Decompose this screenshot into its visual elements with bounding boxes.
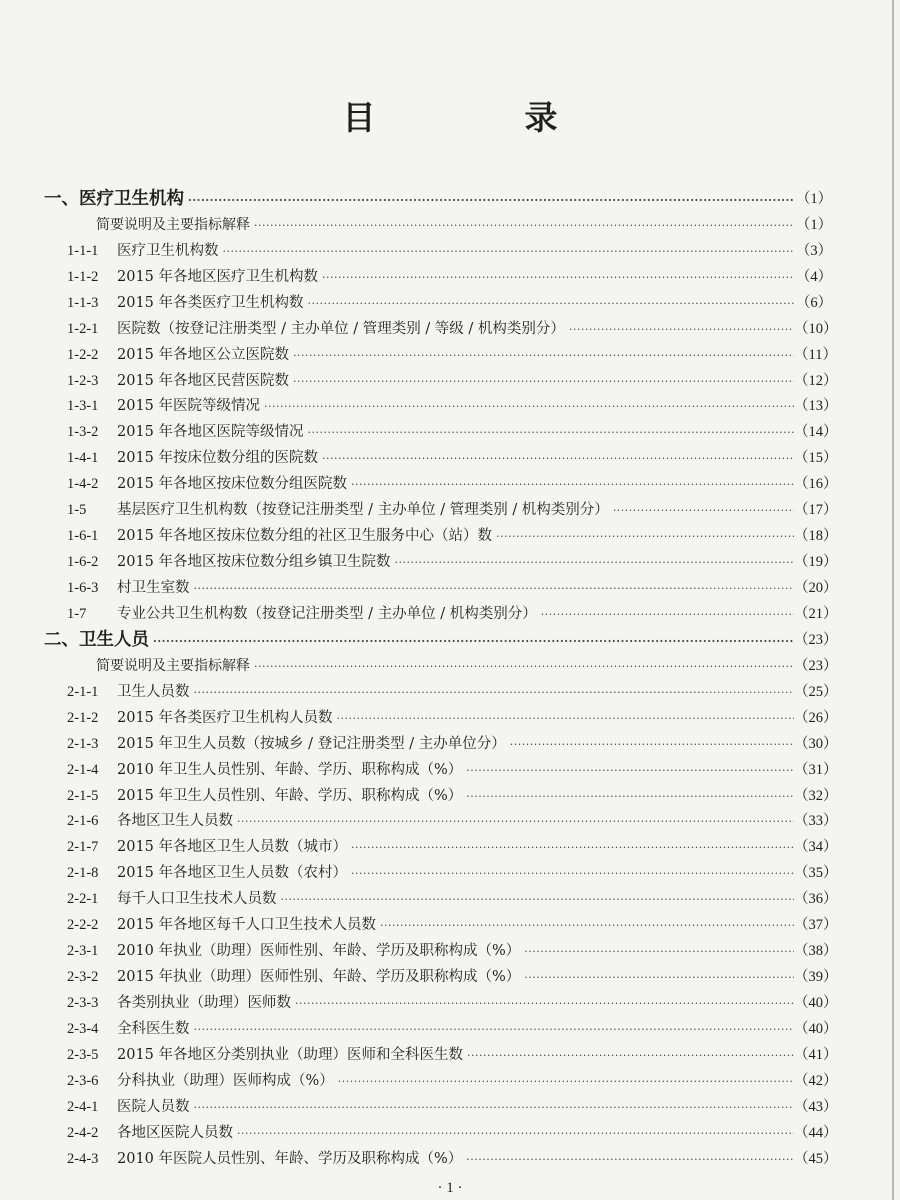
dot-leader xyxy=(466,760,794,780)
dot-leader xyxy=(264,396,794,416)
toc-entry-title: 各地区卫生人员数 xyxy=(117,813,233,830)
dot-leader xyxy=(322,267,794,287)
toc-entry-code: 1-2-1 xyxy=(67,320,99,337)
toc-entry xyxy=(0,809,900,835)
dot-leader xyxy=(295,993,794,1013)
dot-leader xyxy=(337,708,794,728)
toc-entry xyxy=(0,886,900,912)
toc-entry-page: （40） xyxy=(794,1020,838,1037)
toc-chapter-heading xyxy=(0,186,900,212)
toc-entry-title: 2015 年各类医疗卫生机构数 xyxy=(117,294,304,311)
toc-entry-title: 2010 年执业（助理）医师性别、年龄、学历及职称构成（%） xyxy=(117,943,521,960)
toc-entry-page: （39） xyxy=(794,969,838,986)
toc-entry-page: （14） xyxy=(794,424,838,441)
toc-entry-page: （21） xyxy=(794,605,838,622)
toc-entry-page: （11） xyxy=(794,346,837,363)
toc-entry-code: 2-4-3 xyxy=(67,1150,99,1167)
dot-leader xyxy=(496,526,794,546)
dot-leader xyxy=(395,552,794,572)
toc-entry-page: （30） xyxy=(794,735,838,752)
toc-entry-title: 2015 年医院等级情况 xyxy=(117,398,261,415)
toc-entry xyxy=(0,238,900,264)
dot-leader xyxy=(153,630,794,650)
toc-entry-title: 2015 年执业（助理）医师性别、年龄、学历及职称构成（%） xyxy=(117,969,521,986)
dot-leader xyxy=(510,734,794,754)
toc-entry xyxy=(0,264,900,290)
toc-entry-title: 2015 年各地区卫生人员数（城市） xyxy=(117,839,348,856)
toc-entry-title: 专业公共卫生机构数（按登记注册类型 / 主办单位 / 机构类别分） xyxy=(117,605,537,622)
toc-entry xyxy=(0,601,900,627)
toc-entry-code: 1-2-3 xyxy=(67,372,99,389)
toc-intro-entry xyxy=(0,653,900,679)
toc-entry-title: 简要说明及主要指标解释 xyxy=(96,216,250,233)
toc-entry-title: 2015 年各地区卫生人员数（农村） xyxy=(117,865,348,882)
toc-entry-code: 2-3-4 xyxy=(67,1020,99,1037)
toc-entry-code: 1-6-2 xyxy=(67,554,99,571)
toc-entry-page: （38） xyxy=(794,943,838,960)
toc-entry-code: 2-2-2 xyxy=(67,917,99,934)
toc-entry-title: 医疗卫生机构数 xyxy=(117,242,219,259)
toc-entry-page: （23） xyxy=(794,631,838,648)
toc-entry-page: （36） xyxy=(794,891,838,908)
toc-entry xyxy=(0,1146,900,1172)
dot-leader xyxy=(466,1149,794,1169)
toc-entry xyxy=(0,342,900,368)
toc-entry xyxy=(0,731,900,757)
toc-entry-title: 每千人口卫生技术人员数 xyxy=(117,891,277,908)
toc-entry-code: 2-1-4 xyxy=(67,761,99,778)
toc-entry xyxy=(0,1042,900,1068)
dot-leader xyxy=(293,371,794,391)
toc-entry xyxy=(0,1120,900,1146)
toc-entry xyxy=(0,394,900,420)
toc-entry-page: （3） xyxy=(795,242,833,259)
toc-entry xyxy=(0,990,900,1016)
toc-entry-page: （15） xyxy=(794,450,838,467)
toc-entry-code: 2-1-7 xyxy=(67,839,99,856)
toc-entry-title: 2015 年按床位数分组的医院数 xyxy=(117,450,319,467)
toc-entry xyxy=(0,316,900,342)
dot-leader xyxy=(467,1045,794,1065)
toc-entry-page: （35） xyxy=(794,865,838,882)
toc-entry xyxy=(0,860,900,886)
dot-leader xyxy=(351,837,794,857)
toc-entry xyxy=(0,783,900,809)
toc-entry-code: 1-3-2 xyxy=(67,424,99,441)
toc-entry-title: 2015 年卫生人员性别、年龄、学历、职称构成（%） xyxy=(117,787,463,804)
dot-leader xyxy=(254,656,794,676)
toc-intro-entry xyxy=(0,212,900,238)
toc-entry xyxy=(0,938,900,964)
toc-entry xyxy=(0,549,900,575)
toc-entry-title: 各地区医院人员数 xyxy=(117,1124,233,1141)
toc-entry-title: 2015 年各地区每千人口卫生技术人员数 xyxy=(117,917,377,934)
toc-entry-code: 2-4-1 xyxy=(67,1098,99,1115)
dot-leader xyxy=(194,1019,795,1039)
toc-entry xyxy=(0,1094,900,1120)
toc-entry-title: 2015 年各地区按床位数分组的社区卫生服务中心（站）数 xyxy=(117,528,493,545)
dot-leader xyxy=(194,1097,795,1117)
toc-entry-code: 1-6-1 xyxy=(67,528,99,545)
toc-entry-code: 1-6-3 xyxy=(67,580,99,597)
toc-entry-title: 2015 年各地区公立医院数 xyxy=(117,346,290,363)
dot-leader xyxy=(237,1123,794,1143)
toc-entry-title: 简要说明及主要指标解释 xyxy=(96,657,250,674)
toc-entry xyxy=(0,679,900,705)
toc-entry-code: 2-2-1 xyxy=(67,891,99,908)
dot-leader xyxy=(188,189,794,209)
toc-entry-code: 1-4-1 xyxy=(67,450,99,467)
page-title: 目 录 xyxy=(342,98,616,137)
dot-leader xyxy=(351,863,794,883)
toc-entry-code: 1-4-2 xyxy=(67,476,99,493)
dot-leader xyxy=(338,1071,794,1091)
toc-entry-code: 1-3-1 xyxy=(67,398,99,415)
toc-entry xyxy=(0,368,900,394)
toc-entry-title: 2015 年各地区按床位数分组乡镇卫生院数 xyxy=(117,554,391,571)
toc-entry xyxy=(0,471,900,497)
page-number: · 1 · xyxy=(437,1180,463,1196)
toc-entry-code: 1-2-2 xyxy=(67,346,99,363)
toc-entry-page: （13） xyxy=(794,398,838,415)
toc-entry-page: （16） xyxy=(794,476,838,493)
dot-leader xyxy=(293,345,794,365)
toc-entry-title: 村卫生室数 xyxy=(117,580,190,597)
dot-leader xyxy=(541,604,794,624)
toc-entry-page: （6） xyxy=(795,294,833,311)
toc-entry xyxy=(0,497,900,523)
toc-entry-title: 医院人员数 xyxy=(117,1098,190,1115)
dot-leader xyxy=(613,500,794,520)
toc-entry-code: 1-1-2 xyxy=(67,268,99,285)
toc-entry-page: （33） xyxy=(794,813,838,830)
toc-entry-title: 2015 年各地区按床位数分组医院数 xyxy=(117,476,348,493)
toc-entry xyxy=(0,419,900,445)
toc-entry-code: 2-3-5 xyxy=(67,1046,99,1063)
toc-entry xyxy=(0,290,900,316)
toc-entry-title: 2015 年各地区医院等级情况 xyxy=(117,424,304,441)
toc-entry-page: （43） xyxy=(794,1098,838,1115)
dot-leader xyxy=(524,967,794,987)
dot-leader xyxy=(569,319,794,339)
toc-entry-code: 2-1-8 xyxy=(67,865,99,882)
toc-entry xyxy=(0,1016,900,1042)
toc-entry-page: （20） xyxy=(794,580,838,597)
dot-leader xyxy=(308,293,794,313)
toc-entry xyxy=(0,705,900,731)
toc-entry-page: （34） xyxy=(794,839,838,856)
dot-leader xyxy=(380,915,794,935)
toc-entry-title: 分科执业（助理）医师构成（%） xyxy=(117,1072,334,1089)
toc-entry-page: （19） xyxy=(794,554,838,571)
toc-entry-code: 1-1-3 xyxy=(67,294,99,311)
toc-entry-code: 2-1-5 xyxy=(67,787,99,804)
toc-entry-code: 2-4-2 xyxy=(67,1124,99,1141)
toc-entry-title: 全科医生数 xyxy=(117,1020,190,1037)
toc-entry-page: （45） xyxy=(794,1150,838,1167)
toc-entry xyxy=(0,1068,900,1094)
dot-leader xyxy=(308,422,794,442)
toc-entry-page: （4） xyxy=(795,268,833,285)
toc-entry-code: 2-1-6 xyxy=(67,813,99,830)
toc-entry-page: （42） xyxy=(794,1072,838,1089)
toc-entry-page: （17） xyxy=(794,502,838,519)
toc-entry-code: 2-1-3 xyxy=(67,735,99,752)
dot-leader xyxy=(524,941,794,961)
dot-leader xyxy=(281,889,795,909)
toc-entry-code: 2-1-2 xyxy=(67,709,99,726)
toc-entry-title: 一、医疗卫生机构 xyxy=(44,188,184,209)
dot-leader xyxy=(223,241,795,261)
toc-entry-page: （40） xyxy=(794,995,838,1012)
toc-entry-page: （10） xyxy=(794,320,838,337)
toc-entry-code: 2-3-1 xyxy=(67,943,99,960)
toc-entry-title: 2015 年各地区民营医院数 xyxy=(117,372,290,389)
toc-entry xyxy=(0,912,900,938)
toc-entry-code: 1-1-1 xyxy=(67,242,99,259)
toc-entry-page: （25） xyxy=(794,683,838,700)
dot-leader xyxy=(237,811,794,831)
toc-chapter-heading xyxy=(0,627,900,653)
toc-entry-page: （26） xyxy=(794,709,838,726)
toc-entry-code: 1-7 xyxy=(67,605,87,622)
toc-entry-page: （18） xyxy=(794,528,838,545)
toc-entry xyxy=(0,964,900,990)
toc-entry-page: （1） xyxy=(795,190,833,207)
toc-entry xyxy=(0,523,900,549)
toc-entry-code: 2-3-3 xyxy=(67,995,99,1012)
dot-leader xyxy=(322,448,794,468)
toc-entry xyxy=(0,757,900,783)
toc-entry-code: 1-5 xyxy=(67,502,87,519)
dot-leader xyxy=(194,578,795,598)
toc-entry-page: （12） xyxy=(794,372,838,389)
toc-entry-code: 2-3-2 xyxy=(67,969,99,986)
toc-entry-page: （32） xyxy=(794,787,838,804)
toc-entry-code: 2-3-6 xyxy=(67,1072,99,1089)
toc-entry-title: 2015 年各地区医疗卫生机构数 xyxy=(117,268,319,285)
toc-entry-title: 基层医疗卫生机构数（按登记注册类型 / 主办单位 / 管理类别 / 机构类别分） xyxy=(117,502,609,519)
toc-entry-title: 2010 年医院人员性别、年龄、学历及职称构成（%） xyxy=(117,1150,463,1167)
dot-leader xyxy=(351,474,794,494)
toc-entry-page: （31） xyxy=(794,761,838,778)
dot-leader xyxy=(254,215,794,235)
toc-entry-title: 卫生人员数 xyxy=(117,683,190,700)
toc-entry xyxy=(0,445,900,471)
toc-entry-page: （1） xyxy=(795,216,833,233)
toc-entry xyxy=(0,575,900,601)
toc-entry-page: （23） xyxy=(794,657,838,674)
toc-entry-title: 二、卫生人员 xyxy=(44,629,149,650)
toc-entry-title: 各类别执业（助理）医师数 xyxy=(117,995,291,1012)
toc-entry-title: 医院数（按登记注册类型 / 主办单位 / 管理类别 / 等级 / 机构类别分） xyxy=(117,320,565,337)
toc-entry xyxy=(0,834,900,860)
toc-entry-code: 2-1-1 xyxy=(67,683,99,700)
dot-leader xyxy=(194,682,795,702)
dot-leader xyxy=(466,786,794,806)
toc-entry-title: 2010 年卫生人员性别、年龄、学历、职称构成（%） xyxy=(117,761,463,778)
toc-entry-title: 2015 年各地区分类别执业（助理）医师和全科医生数 xyxy=(117,1046,464,1063)
toc-entry-title: 2015 年各类医疗卫生机构人员数 xyxy=(117,709,333,726)
toc-entry-page: （44） xyxy=(794,1124,838,1141)
table-of-contents xyxy=(0,186,900,1172)
toc-entry-page: （37） xyxy=(794,917,838,934)
toc-entry-title: 2015 年卫生人员数（按城乡 / 登记注册类型 / 主办单位分） xyxy=(117,735,506,752)
toc-entry-page: （41） xyxy=(794,1046,838,1063)
